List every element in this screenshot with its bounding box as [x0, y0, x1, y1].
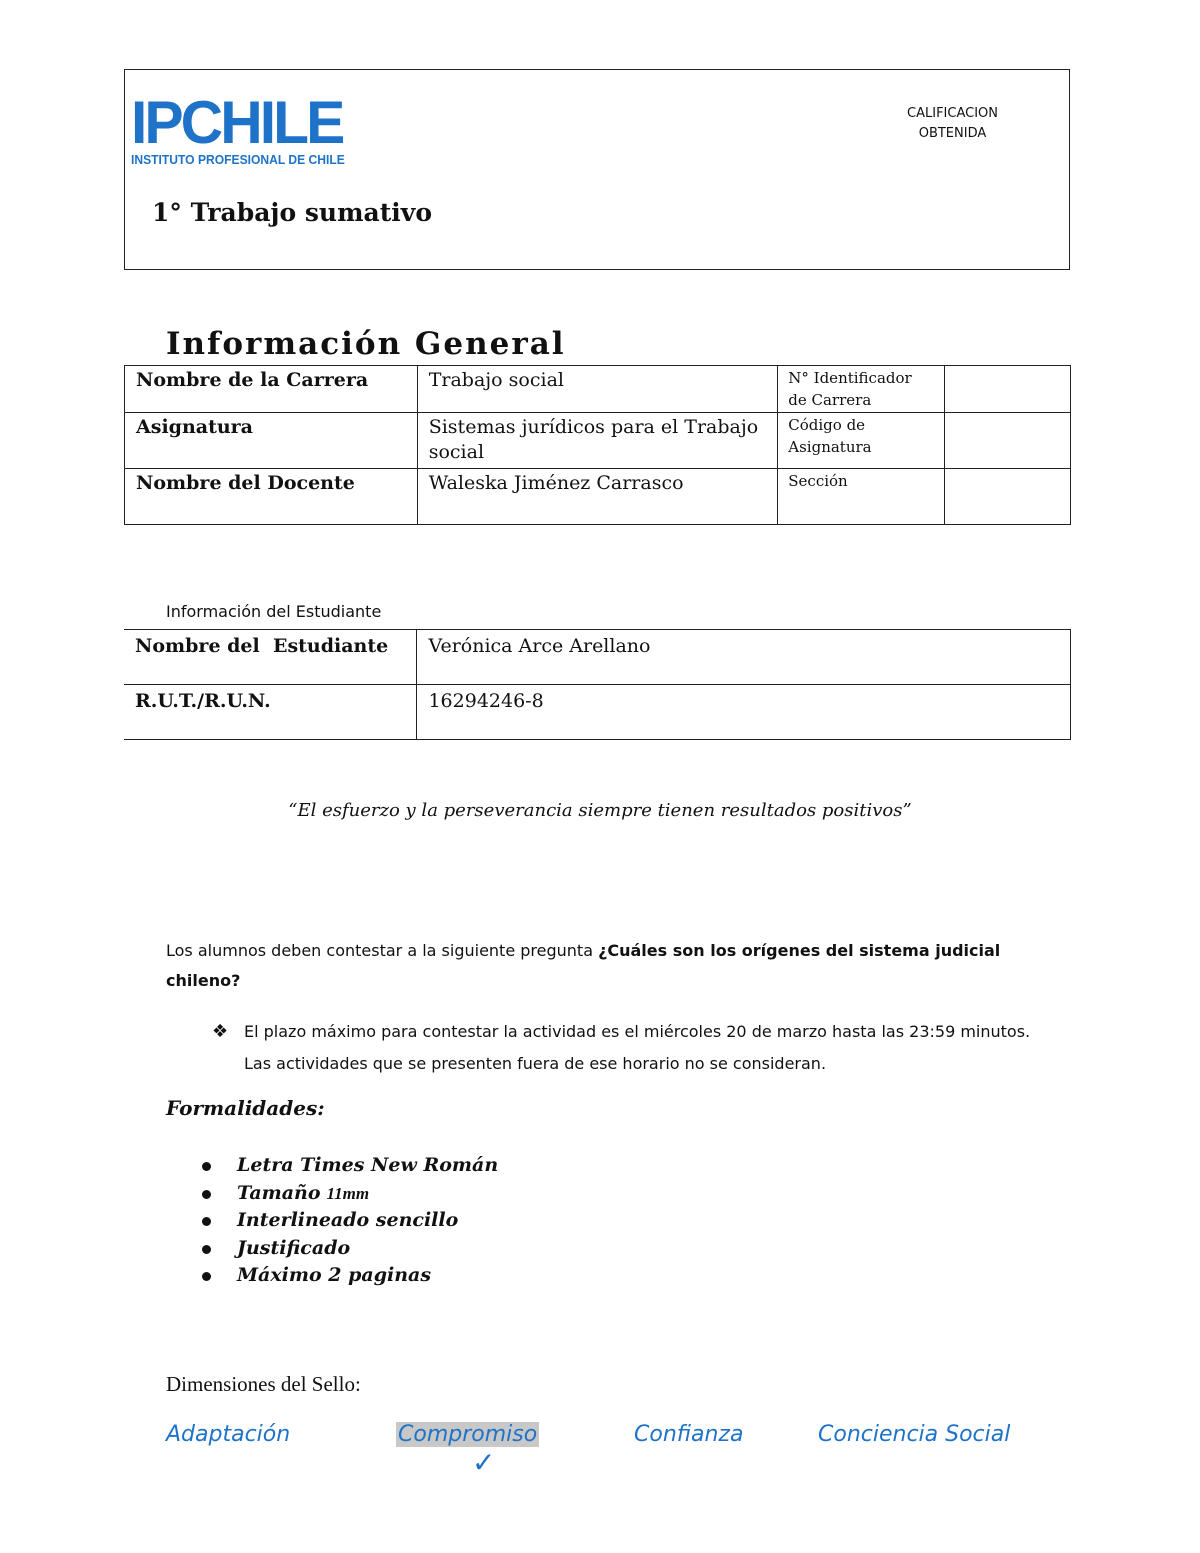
formalities-title: Formalidades:: [166, 1096, 325, 1120]
bullet-icon: [202, 1272, 211, 1281]
table-row: [125, 469, 1071, 525]
teacher-label: Nombre del Docente: [125, 469, 418, 525]
bullet-icon: [202, 1245, 211, 1254]
grade-label-line1: CALIFICACION: [907, 106, 998, 121]
career-id-label: N° Identificador de Carrera: [778, 366, 945, 413]
instruction-question: ¿Cuáles son los orígenes del sistema judicial chileno?: [166, 941, 1001, 990]
bullet-icon: [202, 1217, 211, 1226]
section-label: Sección: [778, 469, 945, 525]
logo-main-text: IPCHILE: [131, 89, 343, 156]
career-label: Nombre de la Carrera: [125, 366, 418, 413]
motivational-quote: “El esfuerzo y la perseverancia siempre tienen resultados positivos”: [288, 800, 912, 821]
bullet-icon: [202, 1162, 211, 1171]
formalities-list: [200, 1152, 498, 1290]
list-item: [200, 1207, 498, 1235]
ipchile-logo: [131, 89, 361, 167]
formality-size: Tamaño: [237, 1181, 321, 1204]
formality-spacing: Interlineado sencillo: [237, 1209, 459, 1231]
subject-value: Sistemas jurídicos para el Trabajo social: [417, 413, 778, 469]
table-row: [124, 685, 1071, 740]
student-info-table: [124, 629, 1071, 740]
subject-code-value: [945, 413, 1071, 469]
formality-max-pages: Máximo 2 paginas: [237, 1264, 432, 1286]
rut-label: R.U.T./R.U.N.: [124, 685, 417, 740]
table-row: [124, 630, 1071, 685]
career-id-value: [945, 366, 1071, 413]
grade-label: [880, 104, 1025, 144]
student-name-label: Nombre del Estudiante: [124, 630, 417, 685]
instruction-prefix: Los alumnos deben contestar a la siguiente pregunta: [166, 941, 599, 960]
dimension-confianza: Confianza: [634, 1422, 744, 1447]
teacher-value: Waleska Jiménez Carrasco: [417, 469, 778, 525]
general-info-title: Información General: [166, 326, 566, 362]
instruction-text: [166, 936, 1056, 996]
dimension-conciencia-social: Conciencia Social: [818, 1422, 1011, 1447]
rut-value: 16294246-8: [417, 685, 1071, 740]
formality-justified: Justificado: [237, 1236, 351, 1259]
check-mark-icon: ✓: [472, 1446, 496, 1479]
table-row: [125, 413, 1071, 469]
formality-size-value: 11mm: [326, 1183, 370, 1203]
list-item: [200, 1235, 498, 1263]
section-value: [945, 469, 1071, 525]
bullet-icon: [202, 1190, 211, 1199]
formality-font: Letra Times New Román: [237, 1154, 499, 1176]
table-row: [125, 366, 1071, 413]
dimension-adaptacion: Adaptación: [166, 1422, 291, 1447]
student-info-heading: Información del Estudiante: [166, 602, 382, 621]
deadline-item: [212, 1016, 1042, 1080]
diamond-bullet-icon: ❖: [212, 1021, 229, 1042]
dimensions-title: Dimensiones del Sello:: [166, 1372, 361, 1396]
subject-code-label: Código de Asignatura: [778, 413, 945, 469]
student-name-value: Verónica Arce Arellano: [417, 630, 1071, 685]
grade-label-line2: OBTENIDA: [918, 126, 987, 141]
subject-label: Asignatura: [125, 413, 418, 469]
list-item: [200, 1180, 498, 1208]
dimension-compromiso: Compromiso: [398, 1422, 538, 1447]
list-item: [200, 1262, 498, 1290]
logo-subtext: INSTITUTO PROFESIONAL DE CHILE: [131, 152, 345, 167]
general-info-table: [124, 365, 1071, 525]
work-title: 1° Trabajo sumativo: [152, 198, 433, 227]
career-value: Trabajo social: [417, 366, 778, 413]
list-item: [200, 1152, 498, 1180]
deadline-text: El plazo máximo para contestar la actividad es el miércoles 20 de marzo hasta las 23:59 minutos. Las actividades que se presenten fuera de ese horario no se consideran.: [244, 1022, 1031, 1073]
